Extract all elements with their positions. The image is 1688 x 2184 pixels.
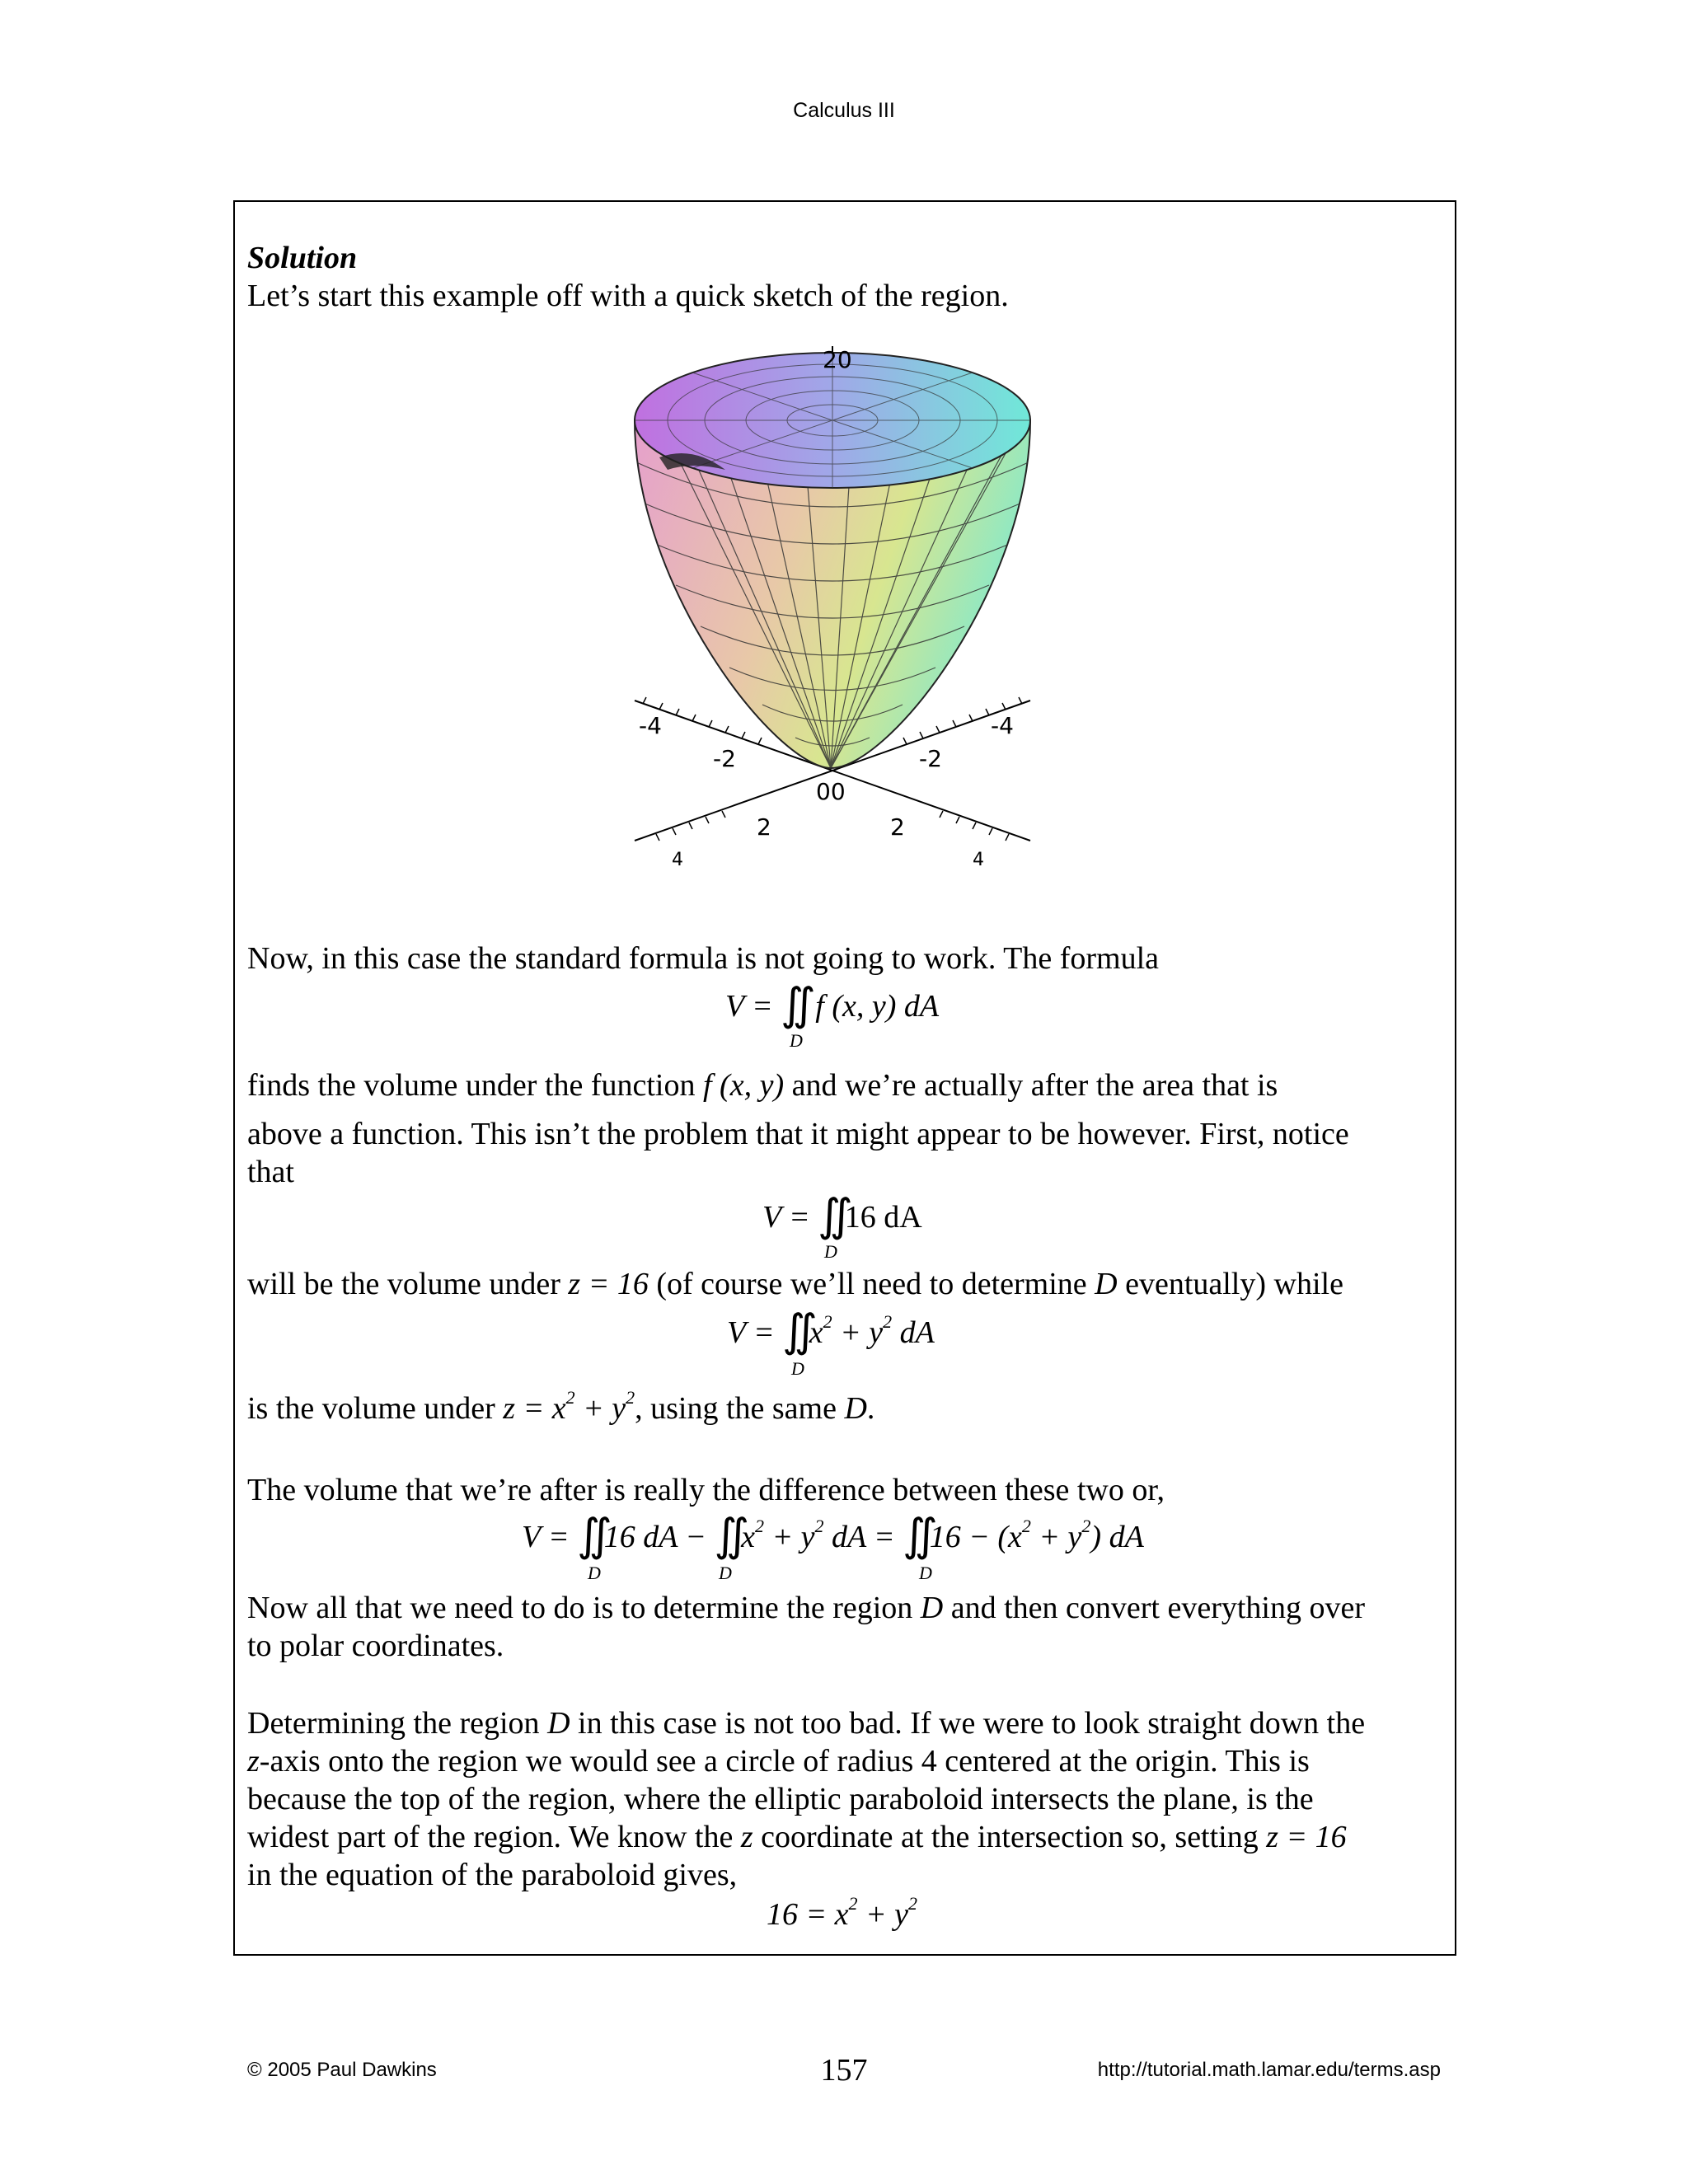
- paragraph: Let’s start this example off with a quick sketch of the region.: [247, 279, 1009, 313]
- tick-label: -2: [713, 745, 736, 772]
- solution-heading: Solution: [247, 241, 358, 275]
- subscript-d: D: [790, 1030, 803, 1051]
- page-header: Calculus III: [793, 99, 895, 122]
- paragraph: that: [247, 1155, 294, 1189]
- equation-4: V = ∬16 dA − $∬x^2 + y^2$ dA = ∬16 − $(x^2 + y^2)$ dA: [522, 1511, 1144, 1560]
- paragraph: is the volume under $z = x^2 + y^2$, using the same D.: [247, 1387, 875, 1426]
- subscript-d: D: [588, 1563, 601, 1583]
- footer-url[interactable]: http://tutorial.math.lamar.edu/terms.asp: [1097, 2059, 1441, 2081]
- paragraph: The volume that we’re after is really the difference between these two or,: [247, 1473, 1165, 1507]
- tick-label: -4: [991, 712, 1014, 739]
- subscript-d: D: [791, 1358, 804, 1379]
- page-number: 157: [820, 2053, 868, 2088]
- tick-label: -4: [639, 712, 662, 739]
- paragraph: to polar coordinates.: [247, 1629, 504, 1663]
- tick-label: 4: [672, 850, 683, 870]
- subscript-d: D: [824, 1241, 837, 1262]
- subscript-d: D: [919, 1563, 932, 1583]
- paragraph: z-axis onto the region we would see a circle of radius 4 centered at the origin. This is: [247, 1744, 1310, 1779]
- tick-label: -2: [919, 745, 942, 772]
- paragraph: Now, in this case the standard formula is not going to work. The formula: [247, 941, 1160, 976]
- tick-label: 20: [823, 346, 852, 373]
- tick-label: 2: [890, 813, 905, 841]
- subscript-d: D: [719, 1563, 732, 1583]
- paraboloid-figure: [610, 338, 1055, 882]
- equation-3: $V = ∬x^2 + y^2$ dA: [727, 1306, 935, 1356]
- paragraph: Now all that we need to do is to determine the region D and then convert everything over: [247, 1591, 1365, 1625]
- paragraph: above a function. This isn’t the problem that it might appear to be however. First, notice: [247, 1117, 1349, 1151]
- paragraph: in the equation of the paraboloid gives,: [247, 1858, 738, 1892]
- equation-2: V = ∬16 dA: [762, 1191, 922, 1240]
- paragraph: Determining the region D in this case is not too bad. If we were to look straight down the: [247, 1706, 1366, 1741]
- paragraph: finds the volume under the function f (x, y) and we’re actually after the area that is: [247, 1068, 1278, 1103]
- tick-label: 2: [757, 813, 771, 841]
- paragraph: will be the volume under z = 16 (of course we’ll need to determine D eventually) while: [247, 1267, 1343, 1301]
- equation-5: $16 = x^2 + y^2$: [767, 1893, 918, 1932]
- tick-label: 00: [816, 778, 846, 805]
- tick-label: 4: [973, 850, 984, 870]
- equation-1: V = ∬ f (x, y) dA: [725, 980, 940, 1029]
- paragraph: widest part of the region. We know the z coordinate at the intersection so, setting z = 16: [247, 1820, 1347, 1854]
- footer-copyright: © 2005 Paul Dawkins: [247, 2059, 437, 2081]
- paragraph: because the top of the region, where the elliptic paraboloid intersects the plane, is the: [247, 1782, 1314, 1816]
